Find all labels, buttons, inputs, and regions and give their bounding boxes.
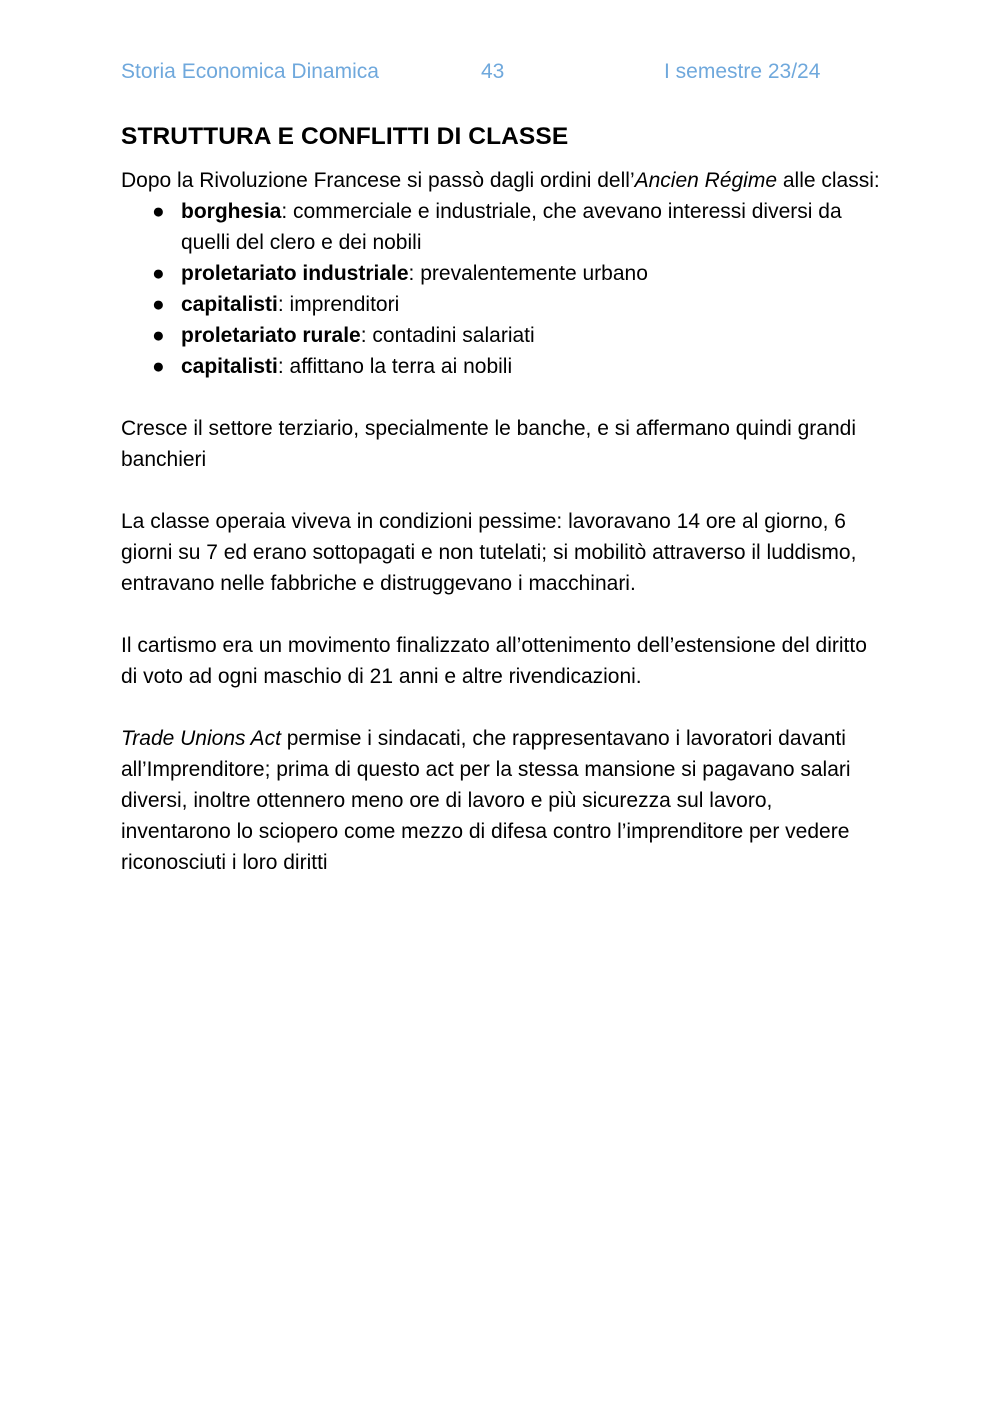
paragraph-spacer	[121, 475, 881, 506]
page-header	[121, 60, 881, 90]
class-description: : prevalentemente urbano	[408, 262, 648, 285]
classes-list	[121, 196, 881, 382]
intro-text-before: Dopo la Rivoluzione Francese si passò dagli ordini dell’	[121, 169, 635, 192]
trade-unions-act-term: Trade Unions Act	[121, 727, 281, 750]
list-item	[121, 258, 881, 289]
section-title: STRUTTURA E CONFLITTI DI CLASSE	[121, 123, 569, 150]
paragraph-spacer	[121, 692, 881, 723]
header-semester: I semestre 23/24	[664, 60, 821, 83]
paragraph-classe-operaia: La classe operaia viveva in condizioni pessime: lavoravano 14 ore al giorno, 6 giorni su 7 ed erano sottopagati e non tutelati; si mobilitò attraverso il luddismo, entravano nelle fabbriche e distruggevano i macchinari.	[121, 510, 857, 595]
list-item	[121, 320, 881, 351]
intro-paragraph	[121, 165, 881, 196]
header-page-number: 43	[481, 60, 505, 83]
class-term: borghesia	[181, 200, 282, 223]
header-course-title: Storia Economica Dinamica	[121, 60, 379, 83]
page-content	[121, 120, 881, 878]
trade-unions-text: permise i sindacati, che rappresentavano i lavoratori davanti all’Imprenditore; prima di questo act per la stessa mansione si pagavano salari diversi, inoltre ottennero meno ore di lavoro e più sicurezza sul lavoro, inventarono lo sciopero come mezzo di difesa contro l’imprenditore per vedere riconosciuti i loro diritti	[121, 727, 851, 874]
bullet-icon: ●	[152, 262, 165, 285]
paragraph-cartismo: Il cartismo era un movimento finalizzato all’ottenimento dell’estensione del diritto di voto ad ogni maschio di 21 anni e altre rivendicazioni.	[121, 634, 867, 688]
class-term: proletariato industriale	[181, 262, 409, 285]
bullet-icon: ●	[152, 324, 165, 347]
paragraph-trade-unions	[121, 723, 881, 878]
bullet-icon: ●	[152, 200, 165, 223]
paragraph-terziario: Cresce il settore terziario, specialmente le banche, e si affermano quindi grandi banchieri	[121, 417, 856, 471]
list-item	[121, 289, 881, 320]
paragraph-spacer	[121, 599, 881, 630]
list-item	[121, 196, 881, 258]
paragraph-spacer	[121, 382, 881, 413]
class-term: capitalisti	[181, 293, 278, 316]
class-description: : affittano la terra ai nobili	[277, 355, 513, 378]
class-term: proletariato rurale	[181, 324, 361, 347]
bullet-icon: ●	[152, 293, 165, 316]
bullet-icon: ●	[152, 355, 165, 378]
class-term: capitalisti	[181, 355, 278, 378]
class-description: : imprenditori	[277, 293, 400, 316]
class-description: : contadini salariati	[360, 324, 535, 347]
intro-italic-term: Ancien Régime	[634, 169, 778, 192]
class-description: : commerciale e industriale, che avevano interessi diversi da quelli del clero e dei nobili	[181, 200, 842, 254]
list-item	[121, 351, 881, 382]
intro-text-after: alle classi:	[777, 169, 880, 192]
